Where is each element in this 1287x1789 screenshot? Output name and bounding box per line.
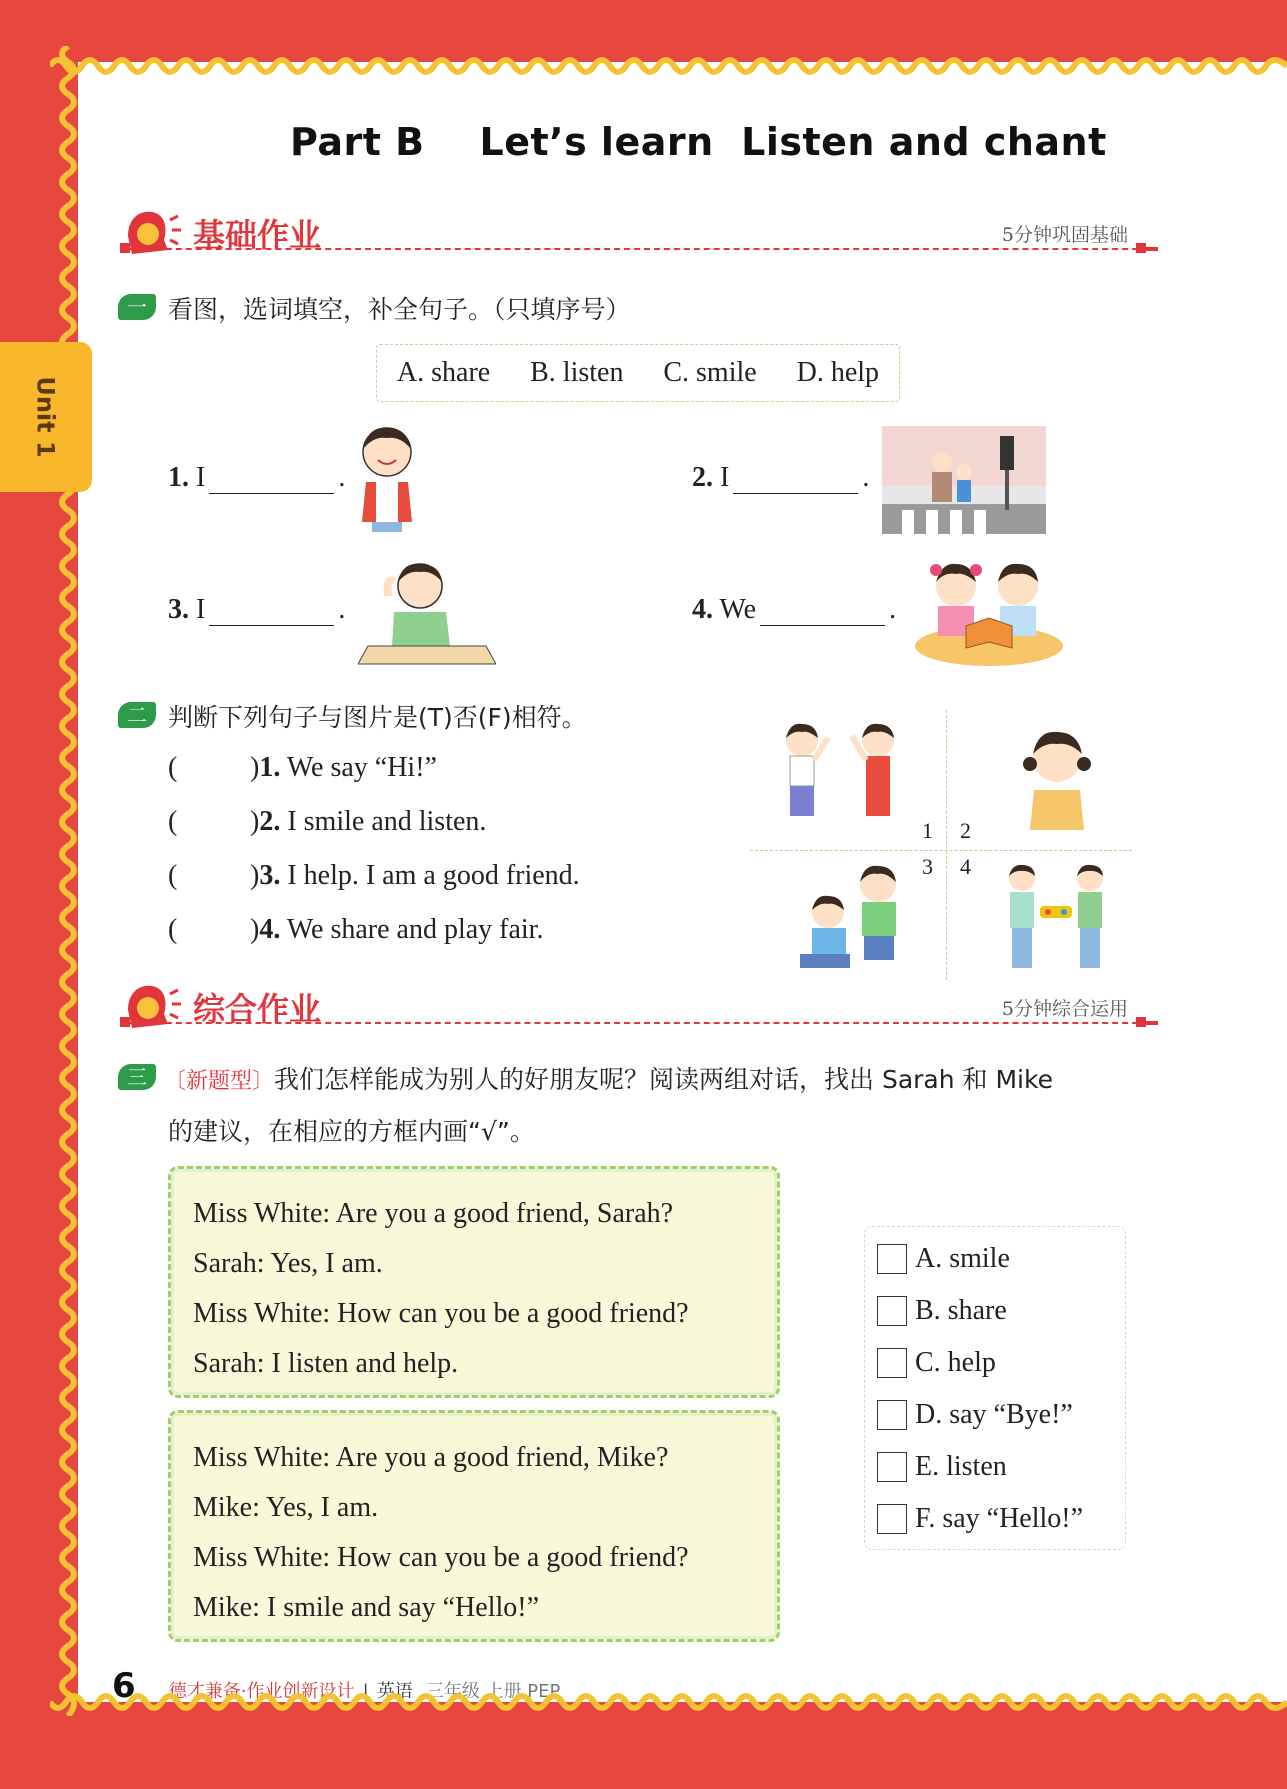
answer-paren[interactable]: (: [168, 914, 178, 945]
unit-tab[interactable]: [0, 342, 92, 492]
item-text: I: [196, 594, 206, 625]
checkbox[interactable]: [877, 1504, 907, 1534]
checklist-label: E. listen: [915, 1451, 1007, 1482]
section-header-comprehensive: [118, 980, 1158, 1036]
fill-item-1: [168, 462, 345, 494]
picture-number: 4: [960, 854, 971, 879]
answer-blank[interactable]: [209, 467, 334, 494]
checklist-item: [877, 1347, 996, 1379]
judge-item-4: ( )4. We share and play fair.: [168, 914, 544, 945]
picture-grid-divider-vertical: [946, 710, 947, 980]
picture-number: 2: [960, 818, 971, 843]
bell-ringing-icon: [118, 980, 182, 1036]
page-title: Part B Let’s learn Listen and chant: [290, 120, 1107, 164]
checklist-label: B. share: [915, 1295, 1007, 1326]
divider-end-left: [120, 1017, 130, 1027]
section-time-note: 5分钟巩固基础: [1001, 224, 1128, 246]
dialog-line: Sarah: I listen and help.: [193, 1348, 459, 1379]
checklist-label: A. smile: [915, 1243, 1010, 1274]
checkbox[interactable]: [877, 1244, 907, 1274]
page-number: 6: [112, 1666, 136, 1706]
item-text: We: [719, 594, 757, 625]
dialog-line: Miss White: How can you be a good friend?: [193, 1542, 689, 1573]
dialog-sarah: [168, 1166, 780, 1398]
wavy-border-bottom: [50, 1690, 1287, 1718]
instruction-line-1: 我们怎样能成为别人的好朋友呢？阅读两组对话，找出 Sarah 和 Mike: [274, 1065, 1053, 1094]
question-2-instruction: 判断下列句子与图片是(T)否(F)相符。: [168, 703, 587, 732]
question-1-instruction: 看图，选词填空，补全句子。（只填序号）: [168, 295, 631, 324]
footer-separator: |: [362, 1681, 369, 1702]
question-number-3: 三: [118, 1064, 156, 1090]
section-divider: [126, 248, 1158, 250]
divider-end-left: [120, 243, 130, 253]
dialog-line: Mike: I smile and say “Hello!”: [193, 1592, 540, 1623]
checkbox[interactable]: [877, 1400, 907, 1430]
boy-smiling-illustration: [352, 422, 422, 534]
word-option: D. help: [796, 357, 880, 388]
item-text: I: [196, 462, 206, 493]
dialog-line: Miss White: How can you be a good friend?: [193, 1298, 689, 1329]
book-brand: 德才兼备·作业创新设计: [168, 1681, 355, 1702]
fill-item-4: [692, 594, 896, 626]
word-option: B. listen: [530, 357, 624, 388]
answer-blank[interactable]: [733, 467, 858, 494]
question-3-instruction-line-2: 的建议，在相应的方框内画“√”。: [168, 1117, 535, 1146]
checklist-item: [877, 1295, 1007, 1327]
item-text: We say “Hi!”: [286, 752, 437, 783]
fill-item-3: [168, 594, 345, 626]
item-number: 4.: [692, 594, 713, 625]
checklist-label: F. say “Hello!”: [915, 1503, 1084, 1534]
section-header-basic: [118, 206, 1158, 262]
question-number-2: 二: [118, 702, 156, 728]
picture-grid-divider-horizontal: [750, 850, 1132, 851]
checkbox[interactable]: [877, 1348, 907, 1378]
section-time-note: 5分钟综合运用: [1001, 998, 1128, 1020]
unit-tab-label: Unit 1: [31, 376, 60, 458]
item-number: 4.: [259, 914, 281, 945]
suggestion-checklist: [864, 1226, 1126, 1550]
answer-paren[interactable]: (: [168, 806, 178, 837]
item-number: 1.: [168, 462, 189, 493]
item-end: .: [889, 594, 897, 625]
new-question-tag: 〔新题型〕: [164, 1069, 275, 1094]
fill-item-2: [692, 462, 869, 494]
answer-blank[interactable]: [760, 599, 885, 626]
checklist-item: [877, 1451, 1007, 1483]
boy-helping-friend-illustration: [788, 862, 928, 978]
item-number: 1.: [259, 752, 281, 783]
judge-item-2: ( )2. I smile and listen.: [168, 806, 487, 837]
word-option: C. smile: [663, 357, 757, 388]
answer-paren[interactable]: (: [168, 752, 178, 783]
item-text: I help. I am a good friend.: [287, 860, 580, 891]
checklist-label: C. help: [915, 1347, 996, 1378]
item-number: 2.: [259, 806, 281, 837]
dialog-line: Mike: Yes, I am.: [193, 1492, 379, 1523]
item-end: .: [862, 462, 870, 493]
divider-tail: [1144, 1021, 1158, 1025]
question-3-instruction: [164, 1060, 1053, 1096]
picture-number: 3: [922, 854, 933, 879]
word-option: A. share: [396, 357, 491, 388]
crossing-street-illustration: [882, 426, 1046, 534]
boy-listening-illustration: [358, 556, 496, 666]
kids-sharing-illustration: [996, 862, 1116, 978]
judge-item-3: ( )3. I help. I am a good friend.: [168, 860, 580, 891]
judge-item-1: ( )1. We say “Hi!”: [168, 752, 437, 783]
checklist-item: [877, 1399, 1073, 1431]
word-bank: [376, 344, 900, 402]
item-end: .: [338, 594, 346, 625]
question-number-1: 一: [118, 294, 156, 320]
dialog-line: Sarah: Yes, I am.: [193, 1248, 383, 1279]
answer-blank[interactable]: [209, 599, 334, 626]
divider-tail: [1144, 247, 1158, 251]
section-divider: [126, 1022, 1158, 1024]
item-text: I: [720, 462, 730, 493]
checklist-item: [877, 1243, 1010, 1275]
checkbox[interactable]: [877, 1452, 907, 1482]
footer-grade: 三年级 上册 PEP: [425, 1681, 561, 1702]
kids-sharing-book-illustration: [914, 556, 1064, 666]
item-text: We share and play fair.: [286, 914, 544, 945]
section-label: 基础作业: [193, 216, 322, 254]
checklist-label: D. say “Bye!”: [915, 1399, 1073, 1430]
section-label: 综合作业: [193, 990, 322, 1028]
dialog-mike: [168, 1410, 780, 1642]
checkbox[interactable]: [877, 1296, 907, 1326]
item-number: 3.: [259, 860, 281, 891]
footer-subject: 英语: [376, 1681, 413, 1702]
bell-ringing-icon: [118, 206, 182, 262]
item-text: I smile and listen.: [287, 806, 487, 837]
wavy-border-top: [50, 46, 1287, 76]
wavy-border-left: [48, 46, 80, 1716]
item-number: 2.: [692, 462, 713, 493]
dialog-line: Miss White: Are you a good friend, Mike?: [193, 1442, 669, 1473]
dialog-line: Miss White: Are you a good friend, Sarah?: [193, 1198, 674, 1229]
answer-paren[interactable]: (: [168, 860, 178, 891]
picture-number: 1: [922, 818, 933, 843]
item-number: 3.: [168, 594, 189, 625]
item-end: .: [338, 462, 346, 493]
girl-listening-illustration: [1012, 724, 1102, 832]
kids-waving-illustration: [762, 718, 922, 838]
checklist-item: [877, 1503, 1083, 1535]
